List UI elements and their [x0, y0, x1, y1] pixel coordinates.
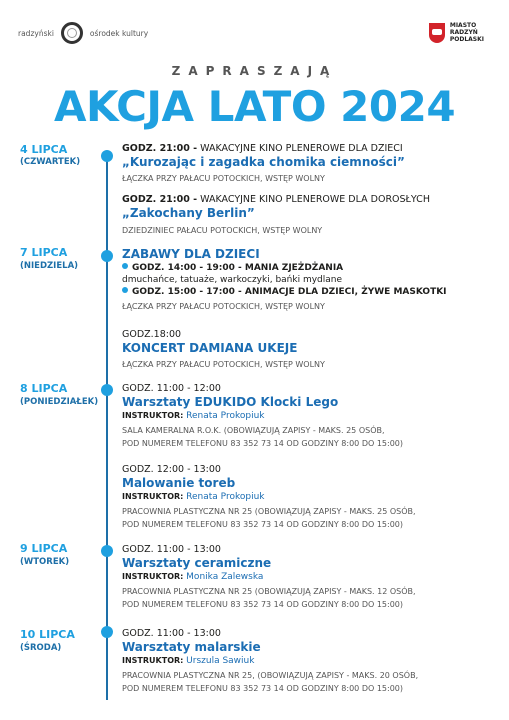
event-time: GODZ. 11:00 - 13:00 [122, 544, 221, 555]
event-time: GODZ. 21:00 - WAKACYJNE KINO PLENEROWE DLA DZIECI [122, 143, 403, 154]
event-title: Malowanie toreb [122, 476, 236, 490]
event-zabawy [122, 247, 492, 312]
rok-logo [18, 22, 148, 44]
event-location: POD NUMEREM TELEFONU 83 352 73 14 OD GODZINY 8:00 DO 15:00) [122, 439, 403, 448]
event-title: Warsztaty EDUKIDO Klocki Lego [122, 395, 339, 409]
timeline-line [106, 155, 108, 700]
weekday-label: (ŚRODA) [20, 643, 62, 653]
logo-ring-icon [61, 22, 83, 44]
city-name [450, 22, 484, 43]
weekday-label: (CZWARTEK) [20, 157, 81, 167]
city-line-3: PODLASKI [449, 36, 484, 43]
event-location: PRACOWNIA PLASTYCZNA NR 25 (OBOWIĄZUJĄ ZAPISY - MAKS. 12 OSÓB, [122, 587, 416, 596]
event-time: GODZ.18:00 [122, 329, 182, 340]
event-bullet: GODZ. 15:00 - 17:00 - ANIMACJE DLA DZIECI, ŻYWE MASKOTKI [122, 286, 492, 298]
event-location: DZIEDZINIEC PAŁACU POTOCKICH, WSTĘP WOLNY [122, 226, 323, 235]
event-time: GODZ. 11:00 - 12:00 [122, 383, 221, 394]
event-malarskie [122, 628, 492, 694]
event-torby [122, 464, 492, 530]
city-line-1: MIASTO [449, 22, 477, 29]
date-label: 9 LIPCA [20, 542, 68, 555]
event-time: GODZ. 11:00 - 13:00 [122, 628, 221, 639]
event-title: „Kurozając i zagadka chomika ciemności” [122, 155, 405, 169]
event-location: POD NUMEREM TELEFONU 83 352 73 14 OD GODZINY 8:00 DO 15:00) [122, 600, 403, 609]
event-instructor: INSTRUKTOR: Renata Prokopiuk [122, 411, 265, 421]
event-location: SALA KAMERALNA R.O.K. (OBOWIĄZUJĄ ZAPISY - MAKS. 25 OSÓB, [122, 426, 385, 435]
event-title: KONCERT DAMIANA UKEJE [122, 341, 298, 355]
event-location: POD NUMEREM TELEFONU 83 352 73 14 OD GODZINY 8:00 DO 15:00) [122, 684, 403, 693]
event-title: Warsztaty malarskie [122, 640, 261, 654]
date-label: 8 LIPCA [20, 382, 68, 395]
weekday-label: (PONIEDZIAŁEK) [20, 397, 99, 407]
timeline-dot [101, 626, 113, 638]
timeline-dot [101, 150, 113, 162]
event-location: PRACOWNIA PLASTYCZNA NR 25, (OBOWIĄZUJĄ ZAPISY - MAKS. 20 OSÓB, [122, 671, 419, 680]
intro-text: ZAPRASZAJĄ [171, 64, 338, 78]
timeline-dot [101, 250, 113, 262]
city-line-2: RADZYŃ [449, 29, 478, 36]
event-instructor: INSTRUKTOR: Urszula Sawiuk [122, 656, 255, 666]
event-instructor: INSTRUKTOR: Renata Prokopiuk [122, 492, 265, 502]
event-location: ŁĄCZKA PRZY PAŁACU POTOCKICH, WSTĘP WOLNY [122, 360, 325, 369]
date-label: 10 LIPCA [20, 628, 75, 641]
event-koncert [122, 329, 492, 370]
event-location: PRACOWNIA PLASTYCZNA NR 25 (OBOWIĄZUJĄ ZAPISY - MAKS. 25 OSÓB, [122, 507, 416, 516]
event-location: ŁĄCZKA PRZY PAŁACU POTOCKICH, WSTĘP WOLNY [122, 174, 325, 183]
event-location: POD NUMEREM TELEFONU 83 352 73 14 OD GODZINY 8:00 DO 15:00) [122, 520, 403, 529]
crest-icon [429, 23, 445, 43]
weekday-label: (WTOREK) [20, 557, 70, 567]
event-title: ZABAWY DLA DZIECI [122, 247, 260, 261]
logo-text-right: ośrodek kultury [89, 28, 149, 38]
event-time: GODZ. 21:00 - WAKACYJNE KINO PLENEROWE DLA DOROSŁYCH [122, 194, 430, 205]
event-bullet-sub: dmuchańce, tatuaże, warkoczyki, bańki mydlane [122, 275, 343, 285]
date-label: 4 LIPCA [20, 143, 68, 156]
date-label: 7 LIPCA [20, 246, 68, 259]
timeline-dot [101, 545, 113, 557]
event-kino-dorosli [122, 194, 492, 236]
event-location: ŁĄCZKA PRZY PAŁACU POTOCKICH, WSTĘP WOLNY [122, 302, 325, 311]
weekday-label: (NIEDZIELA) [20, 261, 79, 271]
page-title: AKCJA LATO 2024 [53, 82, 456, 131]
logo-text-left: radzyński [18, 28, 54, 38]
city-logo [429, 22, 484, 43]
event-title: „Zakochany Berlin” [122, 206, 255, 220]
event-title: Warsztaty ceramiczne [122, 556, 272, 570]
event-time: GODZ. 12:00 - 13:00 [122, 464, 221, 475]
event-kino-dzieci [122, 143, 492, 184]
event-edukido [122, 383, 492, 449]
timeline-dot [101, 384, 113, 396]
event-bullet: GODZ. 14:00 - 19:00 - MANIA ZJEŻDŻANIA [122, 262, 492, 274]
event-instructor: INSTRUKTOR: Monika Zalewska [122, 572, 264, 582]
event-ceramika [122, 544, 492, 610]
